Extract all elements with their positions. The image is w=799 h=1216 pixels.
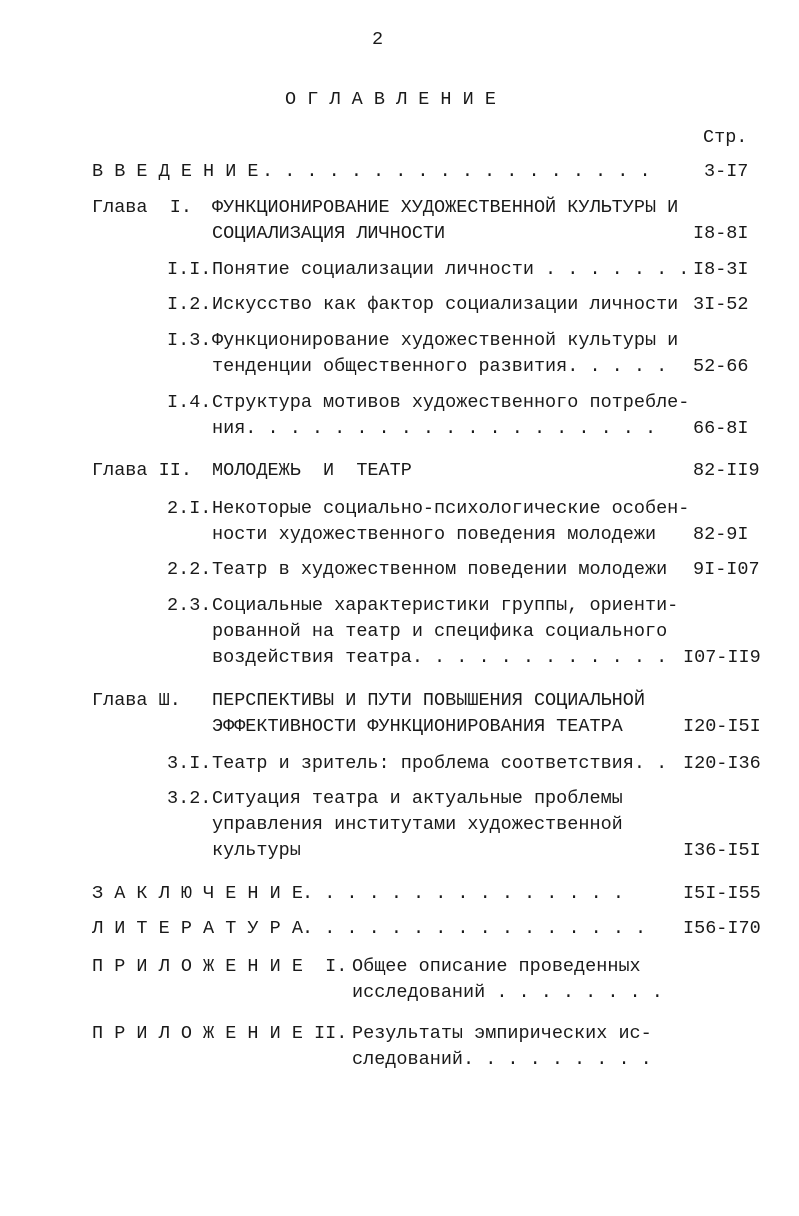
toc-entry-pages: 82-II9	[693, 460, 760, 481]
section-number: 2.3.	[167, 595, 212, 616]
toc-entry-pages: 9I-I07	[693, 559, 760, 580]
chapter-title-line: ЭФФЕКТИВНОСТИ ФУНКЦИОНИРОВАНИЯ ТЕАТРА	[212, 716, 623, 737]
chapter-prefix: Глава I.	[92, 197, 192, 218]
page-number: 2	[372, 29, 384, 50]
toc-entry-pages: I56-I70	[683, 918, 761, 939]
toc-entry-pages: I8-8I	[693, 223, 749, 244]
section-title-line: ния. . . . . . . . . . . . . . . . . . .	[212, 418, 657, 439]
toc-leader-dots: . . . . . . . . . . . . . . . .	[302, 918, 647, 939]
section-title-line: Некоторые социально-психологические особен-	[212, 498, 690, 519]
toc-entry-label: В В Е Д Е Н И Е	[92, 161, 259, 182]
section-title-line: ности художественного поведения молодежи	[212, 524, 657, 545]
section-title-line: Искусство как фактор социализации личности	[212, 294, 679, 315]
section-title-line: рованной на театр и специфика социального	[212, 621, 668, 642]
toc-entry-pages: I5I-I55	[683, 883, 761, 904]
section-title-line: Структура мотивов художественного потребле-	[212, 392, 690, 413]
chapter-title-line: МОЛОДЕЖЬ И ТЕАТР	[212, 460, 412, 481]
page-column-header: Стр.	[703, 127, 748, 148]
section-number: 2.I.	[167, 498, 212, 519]
section-number: 3.2.	[167, 788, 212, 809]
toc-entry-pages: 52-66	[693, 356, 749, 377]
section-number: I.3.	[167, 330, 212, 351]
toc-entry-pages: 66-8I	[693, 418, 749, 439]
chapter-title-line: СОЦИАЛИЗАЦИЯ ЛИЧНОСТИ	[212, 223, 446, 244]
page-title: О Г Л А В Л Е Н И Е	[285, 89, 496, 110]
section-title-line: Ситуация театра и актуальные проблемы	[212, 788, 623, 809]
section-title-line: Театр в художественном поведении молодежи	[212, 559, 668, 580]
toc-entry-label: П Р И Л О Ж Е Н И Е II.	[92, 1023, 348, 1044]
section-title-line: Понятие социализации личности . . . . . . .	[212, 259, 690, 280]
section-title-line: культуры	[212, 840, 301, 861]
chapter-prefix: Глава II.	[92, 460, 192, 481]
toc-entry-label: З А К Л Ю Ч Е Н И Е	[92, 883, 303, 904]
section-title-line: Театр и зритель: проблема соответствия. .	[212, 753, 668, 774]
toc-entry-pages: 3-I7	[704, 161, 749, 182]
toc-entry-pages: I07-II9	[683, 647, 761, 668]
section-title-line: тенденции общественного развития. . . . .	[212, 356, 668, 377]
toc-entry-label: П Р И Л О Ж Е Н И Е I.	[92, 956, 348, 977]
section-title-line: воздействия театра. . . . . . . . . . . .	[212, 647, 668, 668]
section-number: I.4.	[167, 392, 212, 413]
toc-entry-label: Л И Т Е Р А Т У Р А	[92, 918, 303, 939]
appendix-title-line: Общее описание проведенных	[352, 956, 641, 977]
toc-entry-pages: 82-9I	[693, 524, 749, 545]
appendix-title-line: следований. . . . . . . . .	[352, 1049, 652, 1070]
toc-entry-pages: I36-I5I	[683, 840, 761, 861]
section-title-line: управления институтами художественной	[212, 814, 623, 835]
chapter-title-line: ФУНКЦИОНИРОВАНИЕ ХУДОЖЕСТВЕННОЙ КУЛЬТУРЫ И	[212, 197, 679, 218]
toc-entry-pages: 3I-52	[693, 294, 749, 315]
toc-leader-dots: . . . . . . . . . . . . . . .	[302, 883, 624, 904]
section-title-line: Социальные характеристики группы, ориенти-	[212, 595, 679, 616]
section-title-line: Функционирование художественной культуры и	[212, 330, 679, 351]
section-number: 2.2.	[167, 559, 212, 580]
chapter-title-line: ПЕРСПЕКТИВЫ И ПУТИ ПОВЫШЕНИЯ СОЦИАЛЬНОЙ	[212, 690, 645, 711]
section-number: 3.I.	[167, 753, 212, 774]
chapter-prefix: Глава Ш.	[92, 690, 181, 711]
toc-entry-pages: I20-I5I	[683, 716, 761, 737]
section-number: I.2.	[167, 294, 212, 315]
section-number: I.I.	[167, 259, 212, 280]
toc-entry-pages: I8-3I	[693, 259, 749, 280]
toc-entry-pages: I20-I36	[683, 753, 761, 774]
toc-leader-dots: . . . . . . . . . . . . . . . . . .	[262, 161, 651, 182]
appendix-title-line: Результаты эмпирических ис-	[352, 1023, 652, 1044]
appendix-title-line: исследований . . . . . . . .	[352, 982, 663, 1003]
